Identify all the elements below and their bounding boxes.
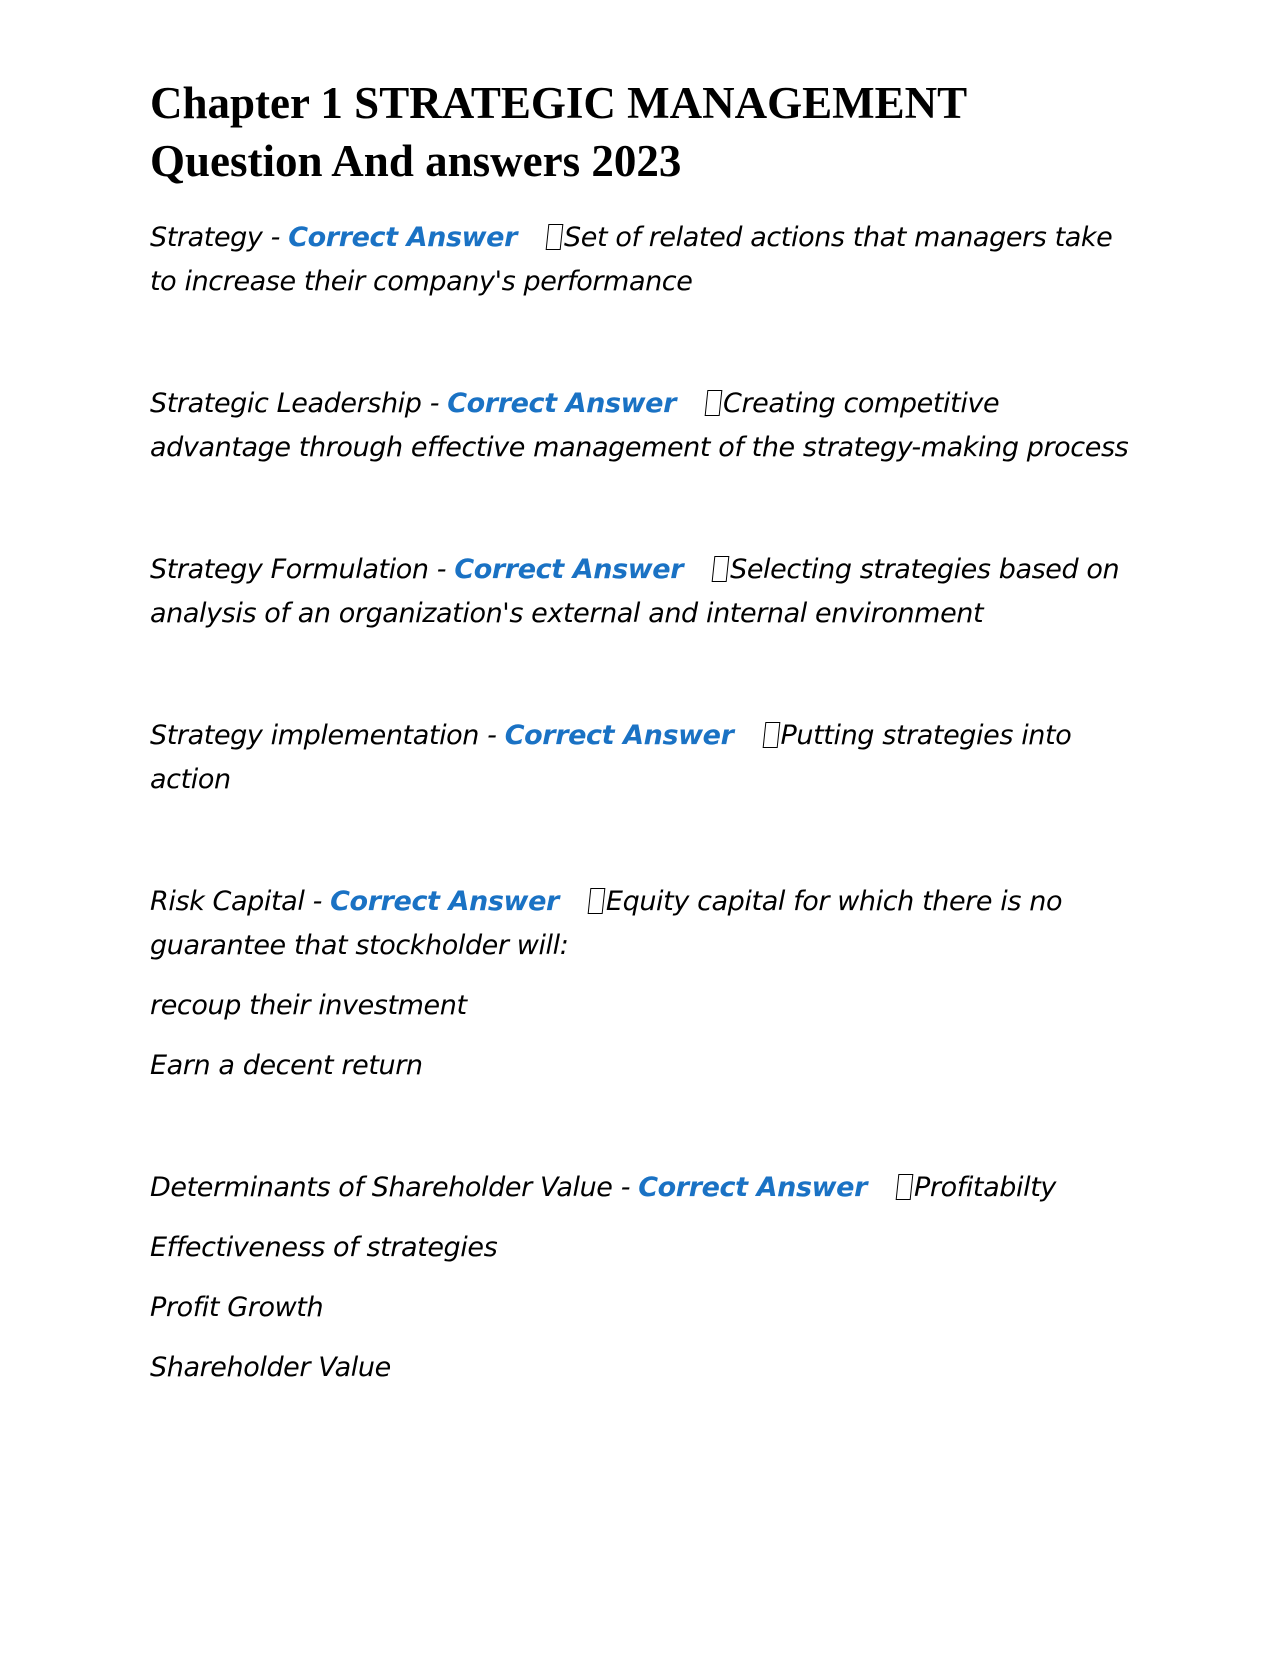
term: Determinants of Shareholder Value	[150, 1172, 613, 1203]
missing-glyph-box-icon	[762, 722, 780, 748]
answer-extra-line: Earn a decent return	[150, 1050, 423, 1081]
qa-line	[150, 382, 1130, 470]
title-line-1: Chapter 1 STRATEGIC MANAGEMENT	[150, 78, 968, 128]
qa-entry	[150, 880, 1130, 1088]
correct-answer-label: Correct Answer	[288, 222, 517, 253]
correct-answer-label: Correct Answer	[330, 886, 559, 917]
answer-text: Creating competitive advantage through effective management of the strategy-making process	[150, 388, 1129, 463]
separator: -	[428, 554, 455, 585]
document-page	[150, 74, 1130, 1468]
missing-glyph-box-icon	[588, 888, 606, 914]
answer-text: Equity capital for which there is no guarantee that stockholder will:	[150, 886, 1063, 961]
missing-glyph-box-icon	[712, 556, 730, 582]
separator: -	[304, 886, 331, 917]
term: Strategic Leadership	[150, 388, 422, 419]
page-title	[150, 74, 1130, 190]
qa-entry	[150, 1166, 1130, 1390]
answer-extra-line: Profit Growth	[150, 1292, 324, 1323]
qa-line	[150, 1166, 1130, 1210]
qa-entry	[150, 548, 1130, 636]
answer-text: Profitabilty	[914, 1172, 1056, 1203]
term: Strategy	[150, 222, 263, 253]
missing-glyph-box-icon	[896, 1174, 914, 1200]
missing-glyph-box-icon	[705, 390, 723, 416]
term: Strategy implementation	[150, 720, 479, 751]
qa-line	[150, 216, 1130, 304]
answer-extra-line: recoup their investment	[150, 990, 467, 1021]
term: Risk Capital	[150, 886, 305, 917]
answer-text: Putting strategies into action	[150, 720, 1072, 795]
answer-extra-line: Shareholder Value	[150, 1352, 391, 1383]
qa-entry	[150, 714, 1130, 802]
qa-line	[150, 548, 1130, 636]
qa-line	[150, 714, 1130, 802]
correct-answer-label: Correct Answer	[504, 720, 734, 751]
qa-line	[150, 880, 1130, 968]
answer-text: Set of related actions that managers take to increase their company's performance	[150, 222, 1113, 297]
separator: -	[479, 720, 505, 751]
answer-text: Selecting strategies based on analysis of an organization's external and internal environment	[150, 554, 1120, 629]
answer-extra-line: Effectiveness of strategies	[150, 1232, 498, 1263]
missing-glyph-box-icon	[546, 224, 564, 250]
correct-answer-label: Correct Answer	[447, 388, 677, 419]
separator: -	[612, 1172, 639, 1203]
qa-entry	[150, 216, 1130, 304]
correct-answer-label: Correct Answer	[454, 554, 684, 585]
title-line-2: Question And answers 2023	[150, 136, 682, 186]
separator: -	[421, 388, 448, 419]
correct-answer-label: Correct Answer	[638, 1172, 868, 1203]
separator: -	[262, 222, 289, 253]
term: Strategy Formulation	[150, 554, 429, 585]
qa-entry	[150, 382, 1130, 470]
